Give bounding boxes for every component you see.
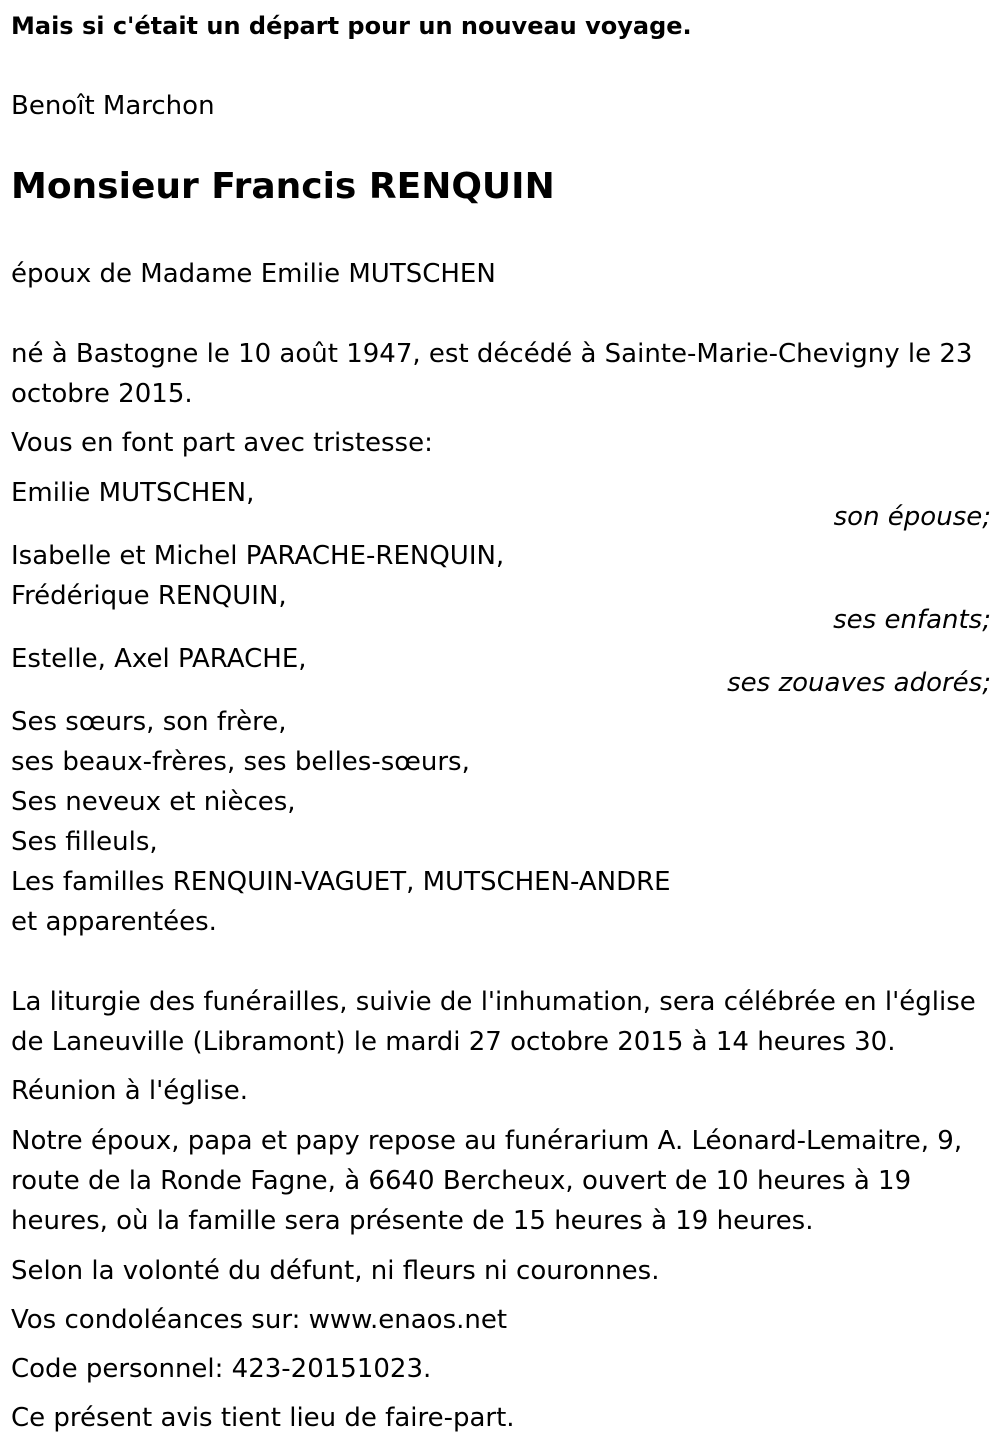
- child-2: Frédérique RENQUIN,: [11, 581, 287, 611]
- relatives-line: Ses sœurs, son frère,: [11, 707, 287, 737]
- spouse-role: son épouse;: [833, 502, 991, 532]
- relatives-line: et apparentées.: [11, 907, 217, 937]
- meeting-text: Réunion à l'église.: [11, 1076, 249, 1106]
- personal-code: Code personnel: 423-20151023.: [11, 1354, 432, 1384]
- grandchildren-role: ses zouaves adorés;: [727, 668, 991, 698]
- funeral-text: La liturgie des funérailles, suivie de l'inhumation, sera célébrée en l'église de Laneuville (Libramont) le mardi 27 octobre 2015 à 14 heures 30.: [11, 987, 976, 1057]
- deceased-name: Monsieur Francis RENQUIN: [11, 166, 555, 207]
- epigraph: Mais si c'était un départ pour un nouveau voyage.: [11, 12, 692, 40]
- relatives-line: Ses filleuls,: [11, 827, 158, 857]
- birth-death-text: né à Bastogne le 10 août 1947, est décédé à Sainte-Marie-Chevigny le 23 octobre 2015.: [11, 339, 973, 409]
- relatives-line: Les familles RENQUIN-VAGUET, MUTSCHEN-ANDRE: [11, 867, 671, 897]
- grandchildren: Estelle, Axel PARACHE,: [11, 644, 307, 674]
- relatives-line: ses beaux-frères, ses belles-sœurs,: [11, 747, 470, 777]
- condolences-text: Vos condoléances sur: www.enaos.net: [11, 1305, 508, 1335]
- flowers-text: Selon la volonté du défunt, ni fleurs ni couronnes.: [11, 1256, 660, 1286]
- children-role: ses enfants;: [833, 605, 991, 635]
- epigraph-author: Benoît Marchon: [11, 91, 215, 121]
- announcement-intro: Vous en font part avec tristesse:: [11, 428, 433, 458]
- child-1: Isabelle et Michel PARACHE-RENQUIN,: [11, 541, 505, 571]
- spouse-name: Emilie MUTSCHEN,: [11, 478, 255, 508]
- notice-text: Ce présent avis tient lieu de faire-part.: [11, 1403, 515, 1433]
- relatives-line: Ses neveux et nièces,: [11, 787, 296, 817]
- funerarium-text: Notre époux, papa et papy repose au funérarium A. Léonard-Lemaitre, 9, route de la Ronde Fagne, à 6640 Bercheux, ouvert de 10 heures à 19 heures, où la famille sera présente de 15 heures à 19 heures.: [11, 1126, 963, 1236]
- spouse-line: époux de Madame Emilie MUTSCHEN: [11, 259, 496, 289]
